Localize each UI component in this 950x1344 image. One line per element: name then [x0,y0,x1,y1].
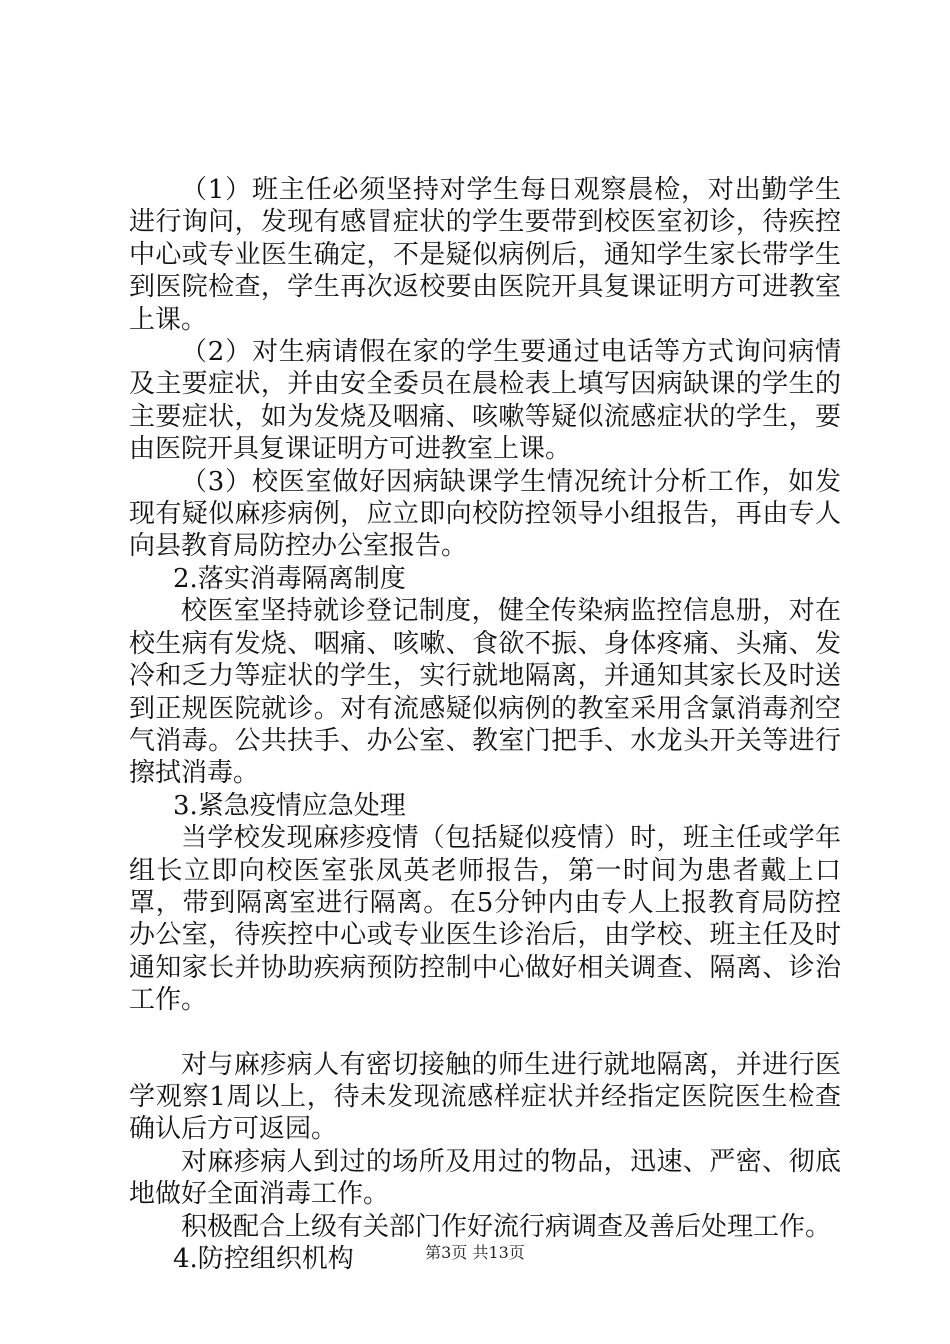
paragraph-cooperation: 积极配合上级有关部门作好流行病调查及善后处理工作。 [181,1211,832,1242]
paragraph-morning-check: （1）班主任必须坚持对学生每日观察晨检，对出勤学生进行询问，发现有感冒症状的学生要带到校医室初诊，待疾控中心或专业医生确定，不是疑似病例后，通知学生家长带学生到医院检查，学生再次返校要由医院开具复课证明方可进教室上课。 [129,175,841,335]
paragraph-spacer [129,1017,841,1049]
paragraph-close-contact: 对与麻疹病人有密切接触的师生进行就地隔离，并进行医学观察1周以上，待未发现流感样症状并经指定医院医生检查确认后方可返园。 [129,1049,841,1145]
section-heading-organization: 4.防控组织机构 [173,1244,354,1274]
page-footer: 第3页 共13页 [425,1243,525,1262]
section-heading-disinfection: 2.落实消毒隔离制度 [173,563,406,594]
section-heading-emergency: 3.紧急疫情应急处理 [173,790,406,821]
paragraph-site-disinfection: 对麻疹病人到过的场所及用过的物品，迅速、严密、彻底地做好全面消毒工作。 [129,1146,841,1210]
paragraph-sick-leave: （2）对生病请假在家的学生要通过电话等方式询问病情及主要症状，并由安全委员在晨检表上填写因病缺课的学生的主要症状，如为发烧及咽痛、咳嗽等疑似流感症状的学生，要由医院开具复课证明方可进教室上课。 [129,337,841,465]
paragraph-absence-analysis: （3）校医室做好因病缺课学生情况统计分析工作，如发现有疑似麻疹病例，应立即向校防控领导小组报告，再由专人向县教育局防控办公室报告。 [129,466,841,562]
document-body [129,174,841,1275]
paragraph-emergency-response: 当学校发现麻疹疫情（包括疑似疫情）时，班主任或学年组长立即向校医室张凤英老师报告，第一时间为患者戴上口罩，带到隔离室进行隔离。在5分钟内由专人上报教育局防控办公室，待疾控中心或专业医生诊治后，由学校、班主任及时通知家长并协助疾病预防控制中心做好相关调查、隔离、诊治工作。 [129,823,841,1016]
paragraph-disinfection: 校医室坚持就诊登记制度，健全传染病监控信息册，对在校生病有发烧、咽痛、咳嗽、食欲不振、身体疼痛、头痛、发冷和乏力等症状的学生，实行就地隔离，并通知其家长及时送到正规医院就诊。对有流感疑似病例的教室采用含氯消毒剂空气消毒。公共扶手、办公室、教室门把手、水龙头开关等进行擦拭消毒。 [129,596,841,789]
